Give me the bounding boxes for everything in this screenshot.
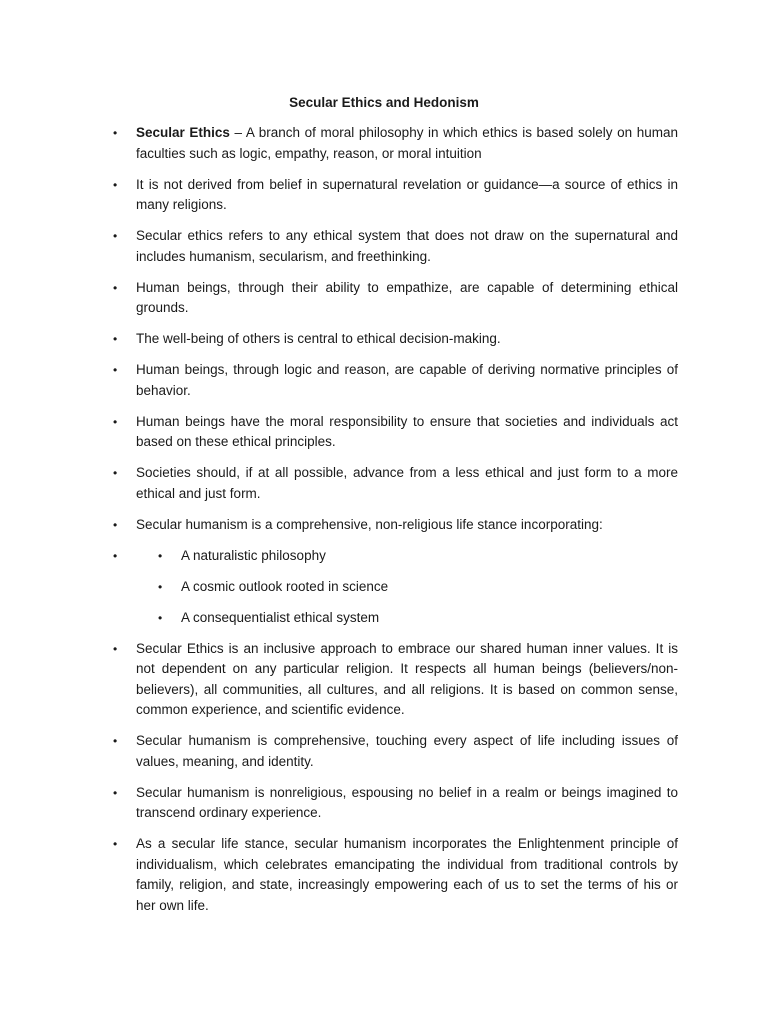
- bullet-icon: •: [113, 734, 118, 748]
- bullet-icon: •: [113, 363, 118, 377]
- list-item: [0, 515, 768, 536]
- bullet-icon: •: [113, 641, 118, 656]
- list-item-text: Human beings, through logic and reason, are capable of deriving normative principles of behavior.: [136, 362, 678, 398]
- list-item: [0, 412, 768, 453]
- sub-list-item: [136, 608, 678, 629]
- list-item-text: Human beings, through their ability to empathize, are capable of determining ethical grounds.: [136, 279, 678, 315]
- list-item-text: Societies should, if at all possible, advance from a less ethical and just form to a more ethical and just form.: [136, 465, 678, 501]
- sub-list-item-text: A naturalistic philosophy: [181, 547, 326, 563]
- bullet-icon: •: [113, 280, 118, 295]
- list-item: [0, 329, 768, 350]
- list-item: [0, 278, 768, 319]
- sub-list-item: [136, 546, 678, 567]
- list-item-text: As a secular life stance, secular humanism incorporates the Enlightenment principle of individualism, which celebrates emancipating the individual from traditional controls by family, religion, and state, increasingly empowering each of us to set the terms of his or her own life.: [136, 836, 678, 913]
- list-item: [0, 463, 768, 504]
- bullet-icon: •: [113, 177, 118, 192]
- bullet-icon: •: [113, 517, 118, 532]
- definition-text: – A branch of moral philosophy in which ethics is based solely on human faculties such as logic, empathy, reason, or moral intuition: [136, 125, 678, 161]
- bullet-icon: •: [113, 837, 118, 851]
- list-item-text: The well-being of others is central to ethical decision-making.: [136, 331, 501, 346]
- sub-list-item: [136, 577, 678, 598]
- list-item-text: Secular ethics refers to any ethical system that does not draw on the supernatural and includes humanism, secularism, and freethinking.: [136, 228, 678, 264]
- bullet-icon: •: [158, 579, 163, 594]
- bullet-icon: •: [113, 785, 118, 800]
- bullet-icon: •: [113, 332, 118, 346]
- bullet-icon: •: [113, 548, 118, 563]
- list-item: [0, 226, 768, 267]
- list-item: [0, 175, 768, 216]
- bullet-icon: •: [113, 229, 118, 243]
- sub-list-item-text: A consequentialist ethical system: [181, 609, 380, 625]
- list-item: [0, 546, 768, 629]
- sub-bullet-list: [136, 546, 678, 629]
- list-item: [0, 123, 768, 164]
- bullet-list: [0, 123, 768, 927]
- list-item-text: Secular Ethics is an inclusive approach to embrace our shared human inner values. It is not dependent on any particular religion. It respects all human beings (believers/non-believers), all communities, all cultures, and all religions. It is based on common sense, common experience, and scientific evidence.: [136, 640, 678, 717]
- list-item: [0, 783, 768, 824]
- list-item-text: Secular humanism is a comprehensive, non-religious life stance incorporating:: [136, 516, 603, 532]
- list-item: [0, 731, 768, 772]
- list-item-text: It is not derived from belief in supernatural revelation or guidance—a source of ethics in many religions.: [136, 176, 678, 212]
- document-title: Secular Ethics and Hedonism: [289, 95, 479, 110]
- list-item-text: Secular humanism is nonreligious, espousing no belief in a realm or beings imagined to transcend ordinary experience.: [136, 784, 678, 820]
- list-item: [0, 360, 768, 401]
- list-item: [0, 834, 768, 916]
- bullet-icon: •: [158, 548, 163, 563]
- bullet-icon: •: [113, 466, 118, 480]
- list-item-text: Secular humanism is comprehensive, touching every aspect of life including issues of values, meaning, and identity.: [136, 733, 678, 769]
- sub-list-item-text: A cosmic outlook rooted in science: [181, 578, 389, 594]
- definition-term: Secular Ethics: [136, 125, 230, 140]
- list-item: [0, 639, 768, 721]
- bullet-icon: •: [113, 414, 118, 429]
- bullet-icon: •: [158, 610, 163, 625]
- bullet-icon: •: [113, 126, 118, 140]
- list-item-text: Human beings have the moral responsibility to ensure that societies and individuals act based on these ethical principles.: [136, 413, 678, 449]
